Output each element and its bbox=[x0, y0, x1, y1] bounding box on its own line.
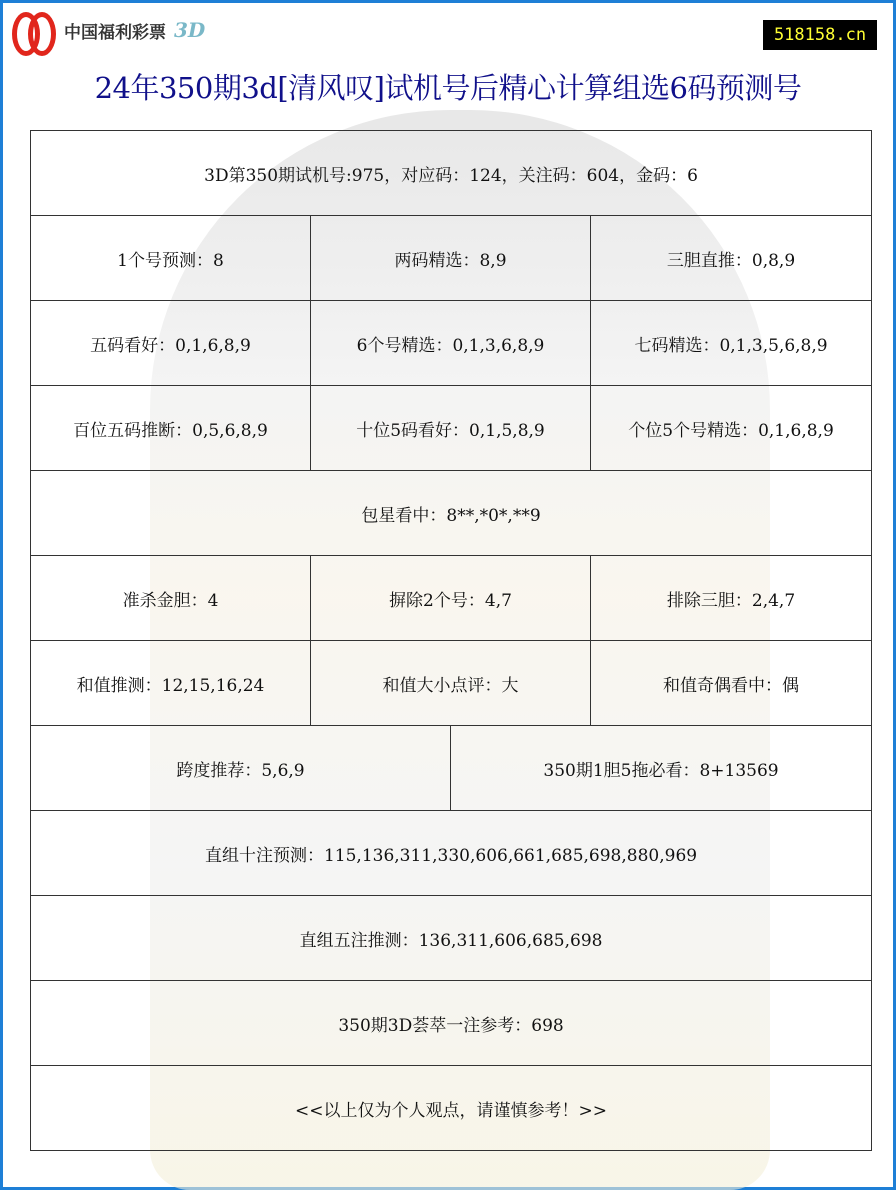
table-cell: 百位五码推断：0,5,6,8,9 bbox=[31, 386, 311, 471]
prediction-table bbox=[30, 130, 872, 1151]
table-cell: 6个号精选：0,1,3,6,8,9 bbox=[311, 301, 591, 386]
table-row bbox=[31, 726, 872, 811]
table-cell: 350期1胆5拖必看：8+13569 bbox=[451, 726, 872, 811]
table-row bbox=[31, 1066, 872, 1151]
page-title: 24年350期3d[清风叹]试机号后精心计算组选6码预测号 bbox=[94, 71, 802, 105]
table-row bbox=[31, 131, 872, 216]
trial-number-cell: 3D第350期试机号:975，对应码：124，关注码：604，金码：6 bbox=[31, 131, 872, 216]
table-cell: 个位5个号精选：0,1,6,8,9 bbox=[591, 386, 872, 471]
table-cell: 直组十注预测：115,136,311,330,606,661,685,698,880,969 bbox=[31, 811, 872, 896]
disclaimer-cell: <<以上仅为个人观点，请谨慎参考！>> bbox=[31, 1066, 872, 1151]
table-cell: 三胆直推：0,8,9 bbox=[591, 216, 872, 301]
table-cell: 350期3D荟萃一注参考：698 bbox=[31, 981, 872, 1066]
table-cell: 跨度推荐：5,6,9 bbox=[31, 726, 451, 811]
table-cell: 排除三胆：2,4,7 bbox=[591, 556, 872, 641]
logo-3d: 3D bbox=[174, 18, 206, 42]
logo-text: 中国福利彩票 bbox=[64, 22, 166, 43]
table-cell: 两码精选：8,9 bbox=[311, 216, 591, 301]
table-row bbox=[31, 981, 872, 1066]
table-row bbox=[31, 556, 872, 641]
logo-icon bbox=[10, 10, 58, 50]
site-badge[interactable]: 518158.cn bbox=[763, 20, 877, 50]
table-cell: 七码精选：0,1,3,5,6,8,9 bbox=[591, 301, 872, 386]
table-row bbox=[31, 471, 872, 556]
table-row bbox=[31, 641, 872, 726]
table-row bbox=[31, 811, 872, 896]
table-row bbox=[31, 301, 872, 386]
table-cell: 和值大小点评：大 bbox=[311, 641, 591, 726]
lottery-logo bbox=[10, 10, 205, 50]
table-cell: 十位5码看好：0,1,5,8,9 bbox=[311, 386, 591, 471]
table-cell: 直组五注推测：136,311,606,685,698 bbox=[31, 896, 872, 981]
table-cell: 准杀金胆：4 bbox=[31, 556, 311, 641]
table-cell: 和值奇偶看中：偶 bbox=[591, 641, 872, 726]
table-cell: 包星看中：8**,*0*,**9 bbox=[31, 471, 872, 556]
table-row bbox=[31, 386, 872, 471]
table-row bbox=[31, 216, 872, 301]
table-row bbox=[31, 896, 872, 981]
table-cell: 五码看好：0,1,6,8,9 bbox=[31, 301, 311, 386]
table-cell: 1个号预测：8 bbox=[31, 216, 311, 301]
table-cell: 摒除2个号：4,7 bbox=[311, 556, 591, 641]
table-cell: 和值推测：12,15,16,24 bbox=[31, 641, 311, 726]
